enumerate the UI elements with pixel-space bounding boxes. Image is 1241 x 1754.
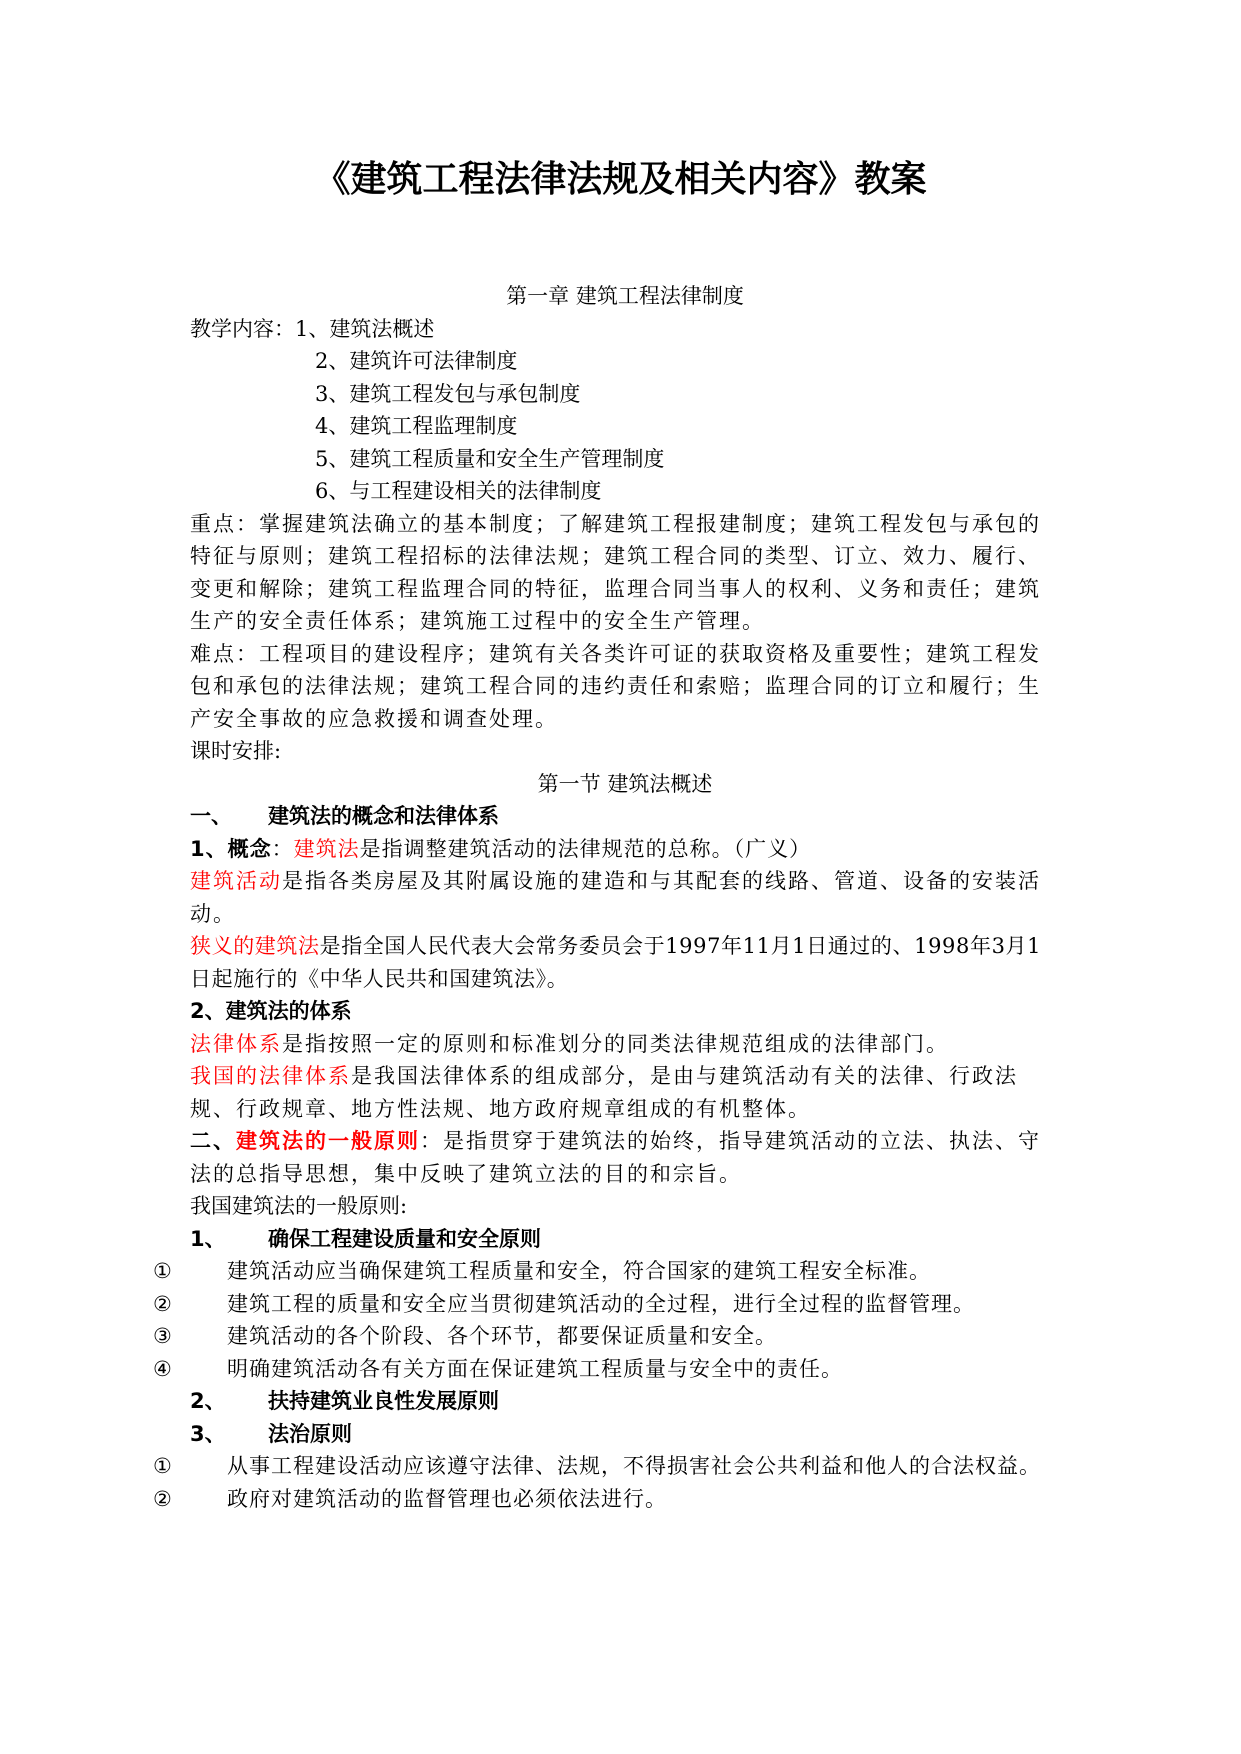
key-points-paragraph: 重点：掌握建筑法确立的基本制度；了解建筑工程报建制度；建筑工程发包与承包的特征与原则；建筑工程招标的法律法规；建筑工程合同的类型、订立、效力、履行、变更和解除；建筑工程监理合同的特征，监理合同当事人的权利、义务和责任；建筑生产的安全责任体系；建筑施工过程中的安全生产管理。: [190, 511, 1041, 633]
teaching-item: 4、建筑工程监理制度: [315, 414, 518, 438]
legal-system-term: 法律体系: [190, 1031, 282, 1056]
our-legal-system-paragraph: [190, 1060, 1060, 1125]
item-text: 建筑工程的质量和安全应当贯彻建筑活动的全过程，进行全过程的监督管理。: [227, 1291, 975, 1316]
legal-system-paragraph: [190, 1028, 1060, 1061]
item-marker: ②: [153, 1291, 173, 1316]
concept-term: 建筑法: [293, 836, 360, 861]
principle-item: [153, 1320, 1060, 1353]
teaching-item: 3、建筑工程发包与承包制度: [315, 381, 581, 406]
teaching-item: 1、建筑法概述: [295, 316, 435, 341]
principle-item: [153, 1450, 1060, 1483]
principle-number: 2、: [190, 1389, 226, 1413]
item-marker: ①: [153, 1259, 173, 1283]
principle-number: 3、: [190, 1421, 226, 1446]
section-heading: 第一节 建筑法概述: [537, 771, 713, 796]
chapter-heading: 第一章 建筑工程法律制度: [506, 284, 744, 308]
part2-number: 二、: [190, 1129, 236, 1153]
teaching-item: 6、与工程建设相关的法律制度: [315, 479, 602, 503]
part2-text: ：是指贯穿于建筑法的始终，指导建筑活动的立法、执法、守法的总指导思想，集中反映了建筑立法的目的和宗旨。: [190, 1129, 1041, 1186]
principle-title: 扶持建筑业良性发展原则: [268, 1389, 499, 1413]
concept-colon: ：: [271, 836, 294, 861]
principle-number: 1、: [190, 1226, 226, 1251]
narrow-law-term: 狭义的建筑法: [190, 934, 320, 958]
principle-heading: [190, 1418, 1060, 1451]
item-marker: ②: [153, 1486, 173, 1511]
part2-term: 建筑法的一般原则: [236, 1129, 420, 1153]
principle-item: [153, 1483, 1060, 1516]
concept-paragraph: [190, 833, 1060, 866]
principle-heading: [190, 1385, 1060, 1418]
concept-text: 是指调整建筑活动的法律规范的总称。（广义）: [359, 836, 812, 861]
activity-term: 建筑活动: [190, 869, 282, 893]
principles-intro: 我国建筑法的一般原则:: [190, 1194, 408, 1218]
teaching-content-label: 教学内容：: [190, 316, 295, 341]
item-marker: ①: [153, 1454, 173, 1478]
difficult-points-paragraph: 难点：工程项目的建设程序；建筑有关各类许可证的获取资格及重要性；建筑工程发包和承包的法律法规；建筑工程合同的违约责任和索赔；监理合同的订立和履行；生产安全事故的应急救援和调查处理。: [190, 641, 1041, 731]
document-body: [153, 280, 1060, 1515]
item-text: 明确建筑活动各有关方面在保证建筑工程质量与安全中的责任。: [227, 1356, 843, 1381]
narrow-law-paragraph: [190, 930, 1060, 995]
item-marker: ③: [153, 1324, 173, 1348]
activity-paragraph: [190, 865, 1060, 930]
principle-item: [153, 1255, 1060, 1288]
teaching-content-row: [190, 313, 1060, 346]
part2-paragraph: [190, 1125, 1060, 1190]
our-legal-system-term: 我国的法律体系: [190, 1064, 351, 1088]
principle-title: 法治原则: [268, 1421, 352, 1446]
principle-title: 确保工程建设质量和安全原则: [268, 1226, 541, 1251]
item-text: 建筑活动应当确保建筑工程质量和安全，符合国家的建筑工程安全标准。: [227, 1259, 931, 1283]
narrow-law-text: 是指全国人民代表大会常务委员会于1997年11月1日通过的、1998年3月1日起施行的《中华人民共和国建筑法》。: [190, 934, 1042, 991]
item-text: 建筑活动的各个阶段、各个环节，都要保证质量和安全。: [227, 1324, 777, 1348]
activity-text: 是指各类房屋及其附属设施的建造和与其配套的线路、管道、设备的安装活动。: [190, 869, 1041, 926]
concept-label: 1、概念: [190, 836, 272, 861]
legal-system-text: 是指按照一定的原则和标准划分的同类法律规范组成的法律部门。: [282, 1031, 949, 1056]
part1-title: 建筑法的概念和法律体系: [268, 804, 499, 828]
schedule-label: 课时安排:: [190, 739, 282, 763]
principle-item: [153, 1288, 1060, 1321]
system-heading: 2、建筑法的体系: [190, 999, 352, 1023]
our-legal-system-text: 是我国法律体系的组成部分，是由与建筑活动有关的法律、行政法规、行政规章、地方性法规、地方政府规章组成的有机整体。: [190, 1064, 1018, 1121]
principle-heading: [190, 1223, 1060, 1256]
item-text: 政府对建筑活动的监督管理也必须依法进行。: [227, 1486, 667, 1511]
document-title: 《建筑工程法律法规及相关内容》教案: [314, 159, 927, 200]
teaching-item: 2、建筑许可法律制度: [315, 349, 518, 373]
principle-item: [153, 1353, 1060, 1386]
item-text: 从事工程建设活动应该遵守法律、法规，不得损害社会公共利益和他人的合法权益。: [227, 1454, 1041, 1478]
teaching-item: 5、建筑工程质量和安全生产管理制度: [315, 446, 665, 471]
item-marker: ④: [153, 1356, 173, 1381]
part1-number: 一、: [190, 804, 232, 828]
part1-heading: [190, 800, 1060, 833]
